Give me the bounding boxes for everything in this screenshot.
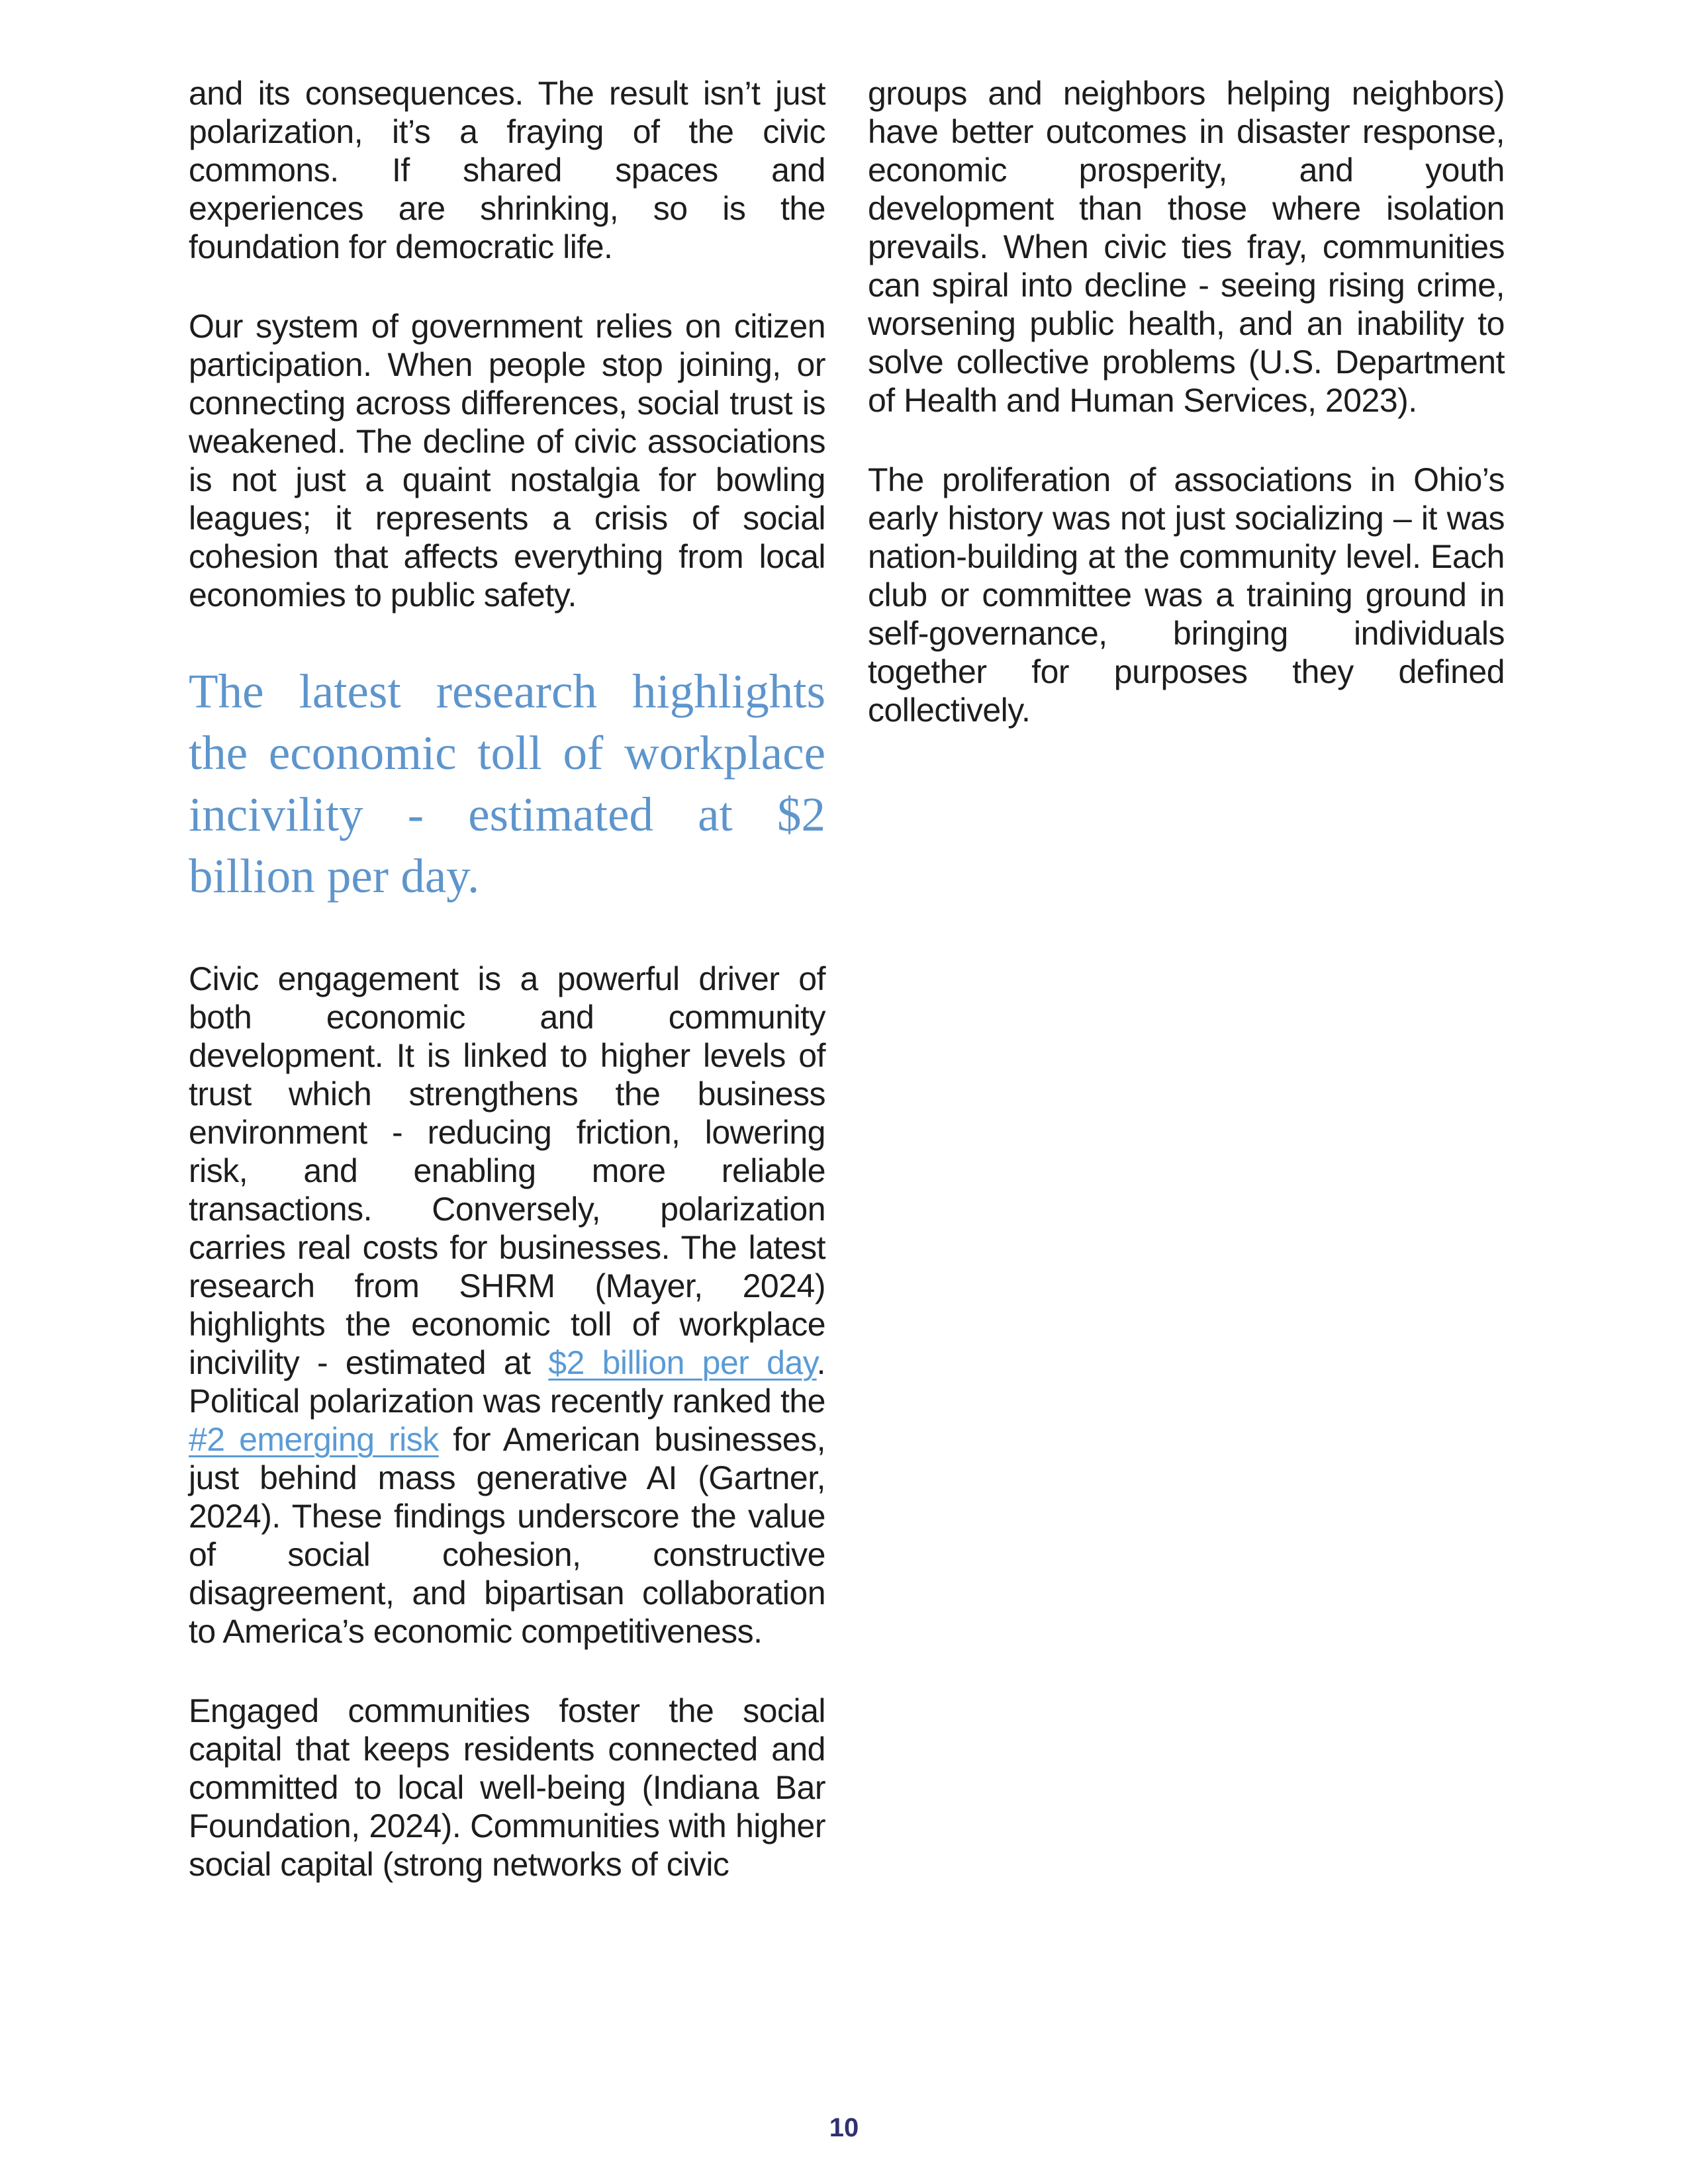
link-number-2-emerging-risk[interactable]: #2 emerging risk bbox=[189, 1421, 439, 1458]
page-footer bbox=[0, 2113, 1688, 2143]
pull-quote: The latest research highlights the economic toll of workplace incivility - estimated at $2 billion per day. bbox=[189, 664, 825, 903]
left-column bbox=[189, 74, 825, 1925]
body-paragraph: Our system of government relies on citizen participation. When people stop joining, or connecting across differences, social trust is weakened. The decline of civic associations is not just a quaint nostalgia for bowling leagues; it represents a crisis of social cohesion that affects everything from local economies to public safety. bbox=[189, 308, 825, 614]
body-paragraph: groups and neighbors helping neighbors) have better outcomes in disaster response, economic prosperity, and youth development than those where isolation prevails. When civic ties fray, communities can spiral into decline - seeing rising crime, worsening public health, and an inability to solve collective problems (U.S. Department of Health and Human Services, 2023). bbox=[868, 75, 1505, 419]
body-paragraph: and its consequences. The result isn’t just polarization, it’s a fraying of the civic commons. If shared spaces and experiences are shrinking, so is the foundation for democratic life. bbox=[189, 75, 825, 265]
two-column-text-block bbox=[189, 74, 1505, 1925]
right-column bbox=[868, 74, 1505, 1925]
body-paragraph: Engaged communities foster the social capital that keeps residents connected and committed to local well-being (Indiana Bar Foundation, 2024). Communities with higher social capital (strong networks of civic bbox=[189, 1692, 825, 1883]
body-paragraph: The proliferation of associations in Ohio’s early history was not just socializing – it was nation-building at the community level. Each club or committee was a training ground in self-governance, bringing individuals together for purposes they defined collectively. bbox=[868, 461, 1505, 729]
body-paragraph-with-links: Civic engagement is a powerful driver of both economic and community development. It is linked to higher levels of trust which strengthens the business environment - reducing friction, lowering risk, and enabling more reliable transactions. Conversely, polarization carries real costs for businesses. The latest research from SHRM (Mayer, 2024) highlights the economic toll of workplace incivility - estimated at $2 billion per day. Political polarization was recently ranked the #2 emerging risk for American businesses, just behind mass generative AI (Gartner, 2024). These findings underscore the value of social cohesion, constructive disagreement, and bipartisan collaboration to America’s economic competitiveness. bbox=[189, 960, 825, 1650]
page-number: 10 bbox=[829, 2113, 859, 2142]
link-2-billion-per-day[interactable]: $2 billion per day bbox=[548, 1344, 817, 1381]
